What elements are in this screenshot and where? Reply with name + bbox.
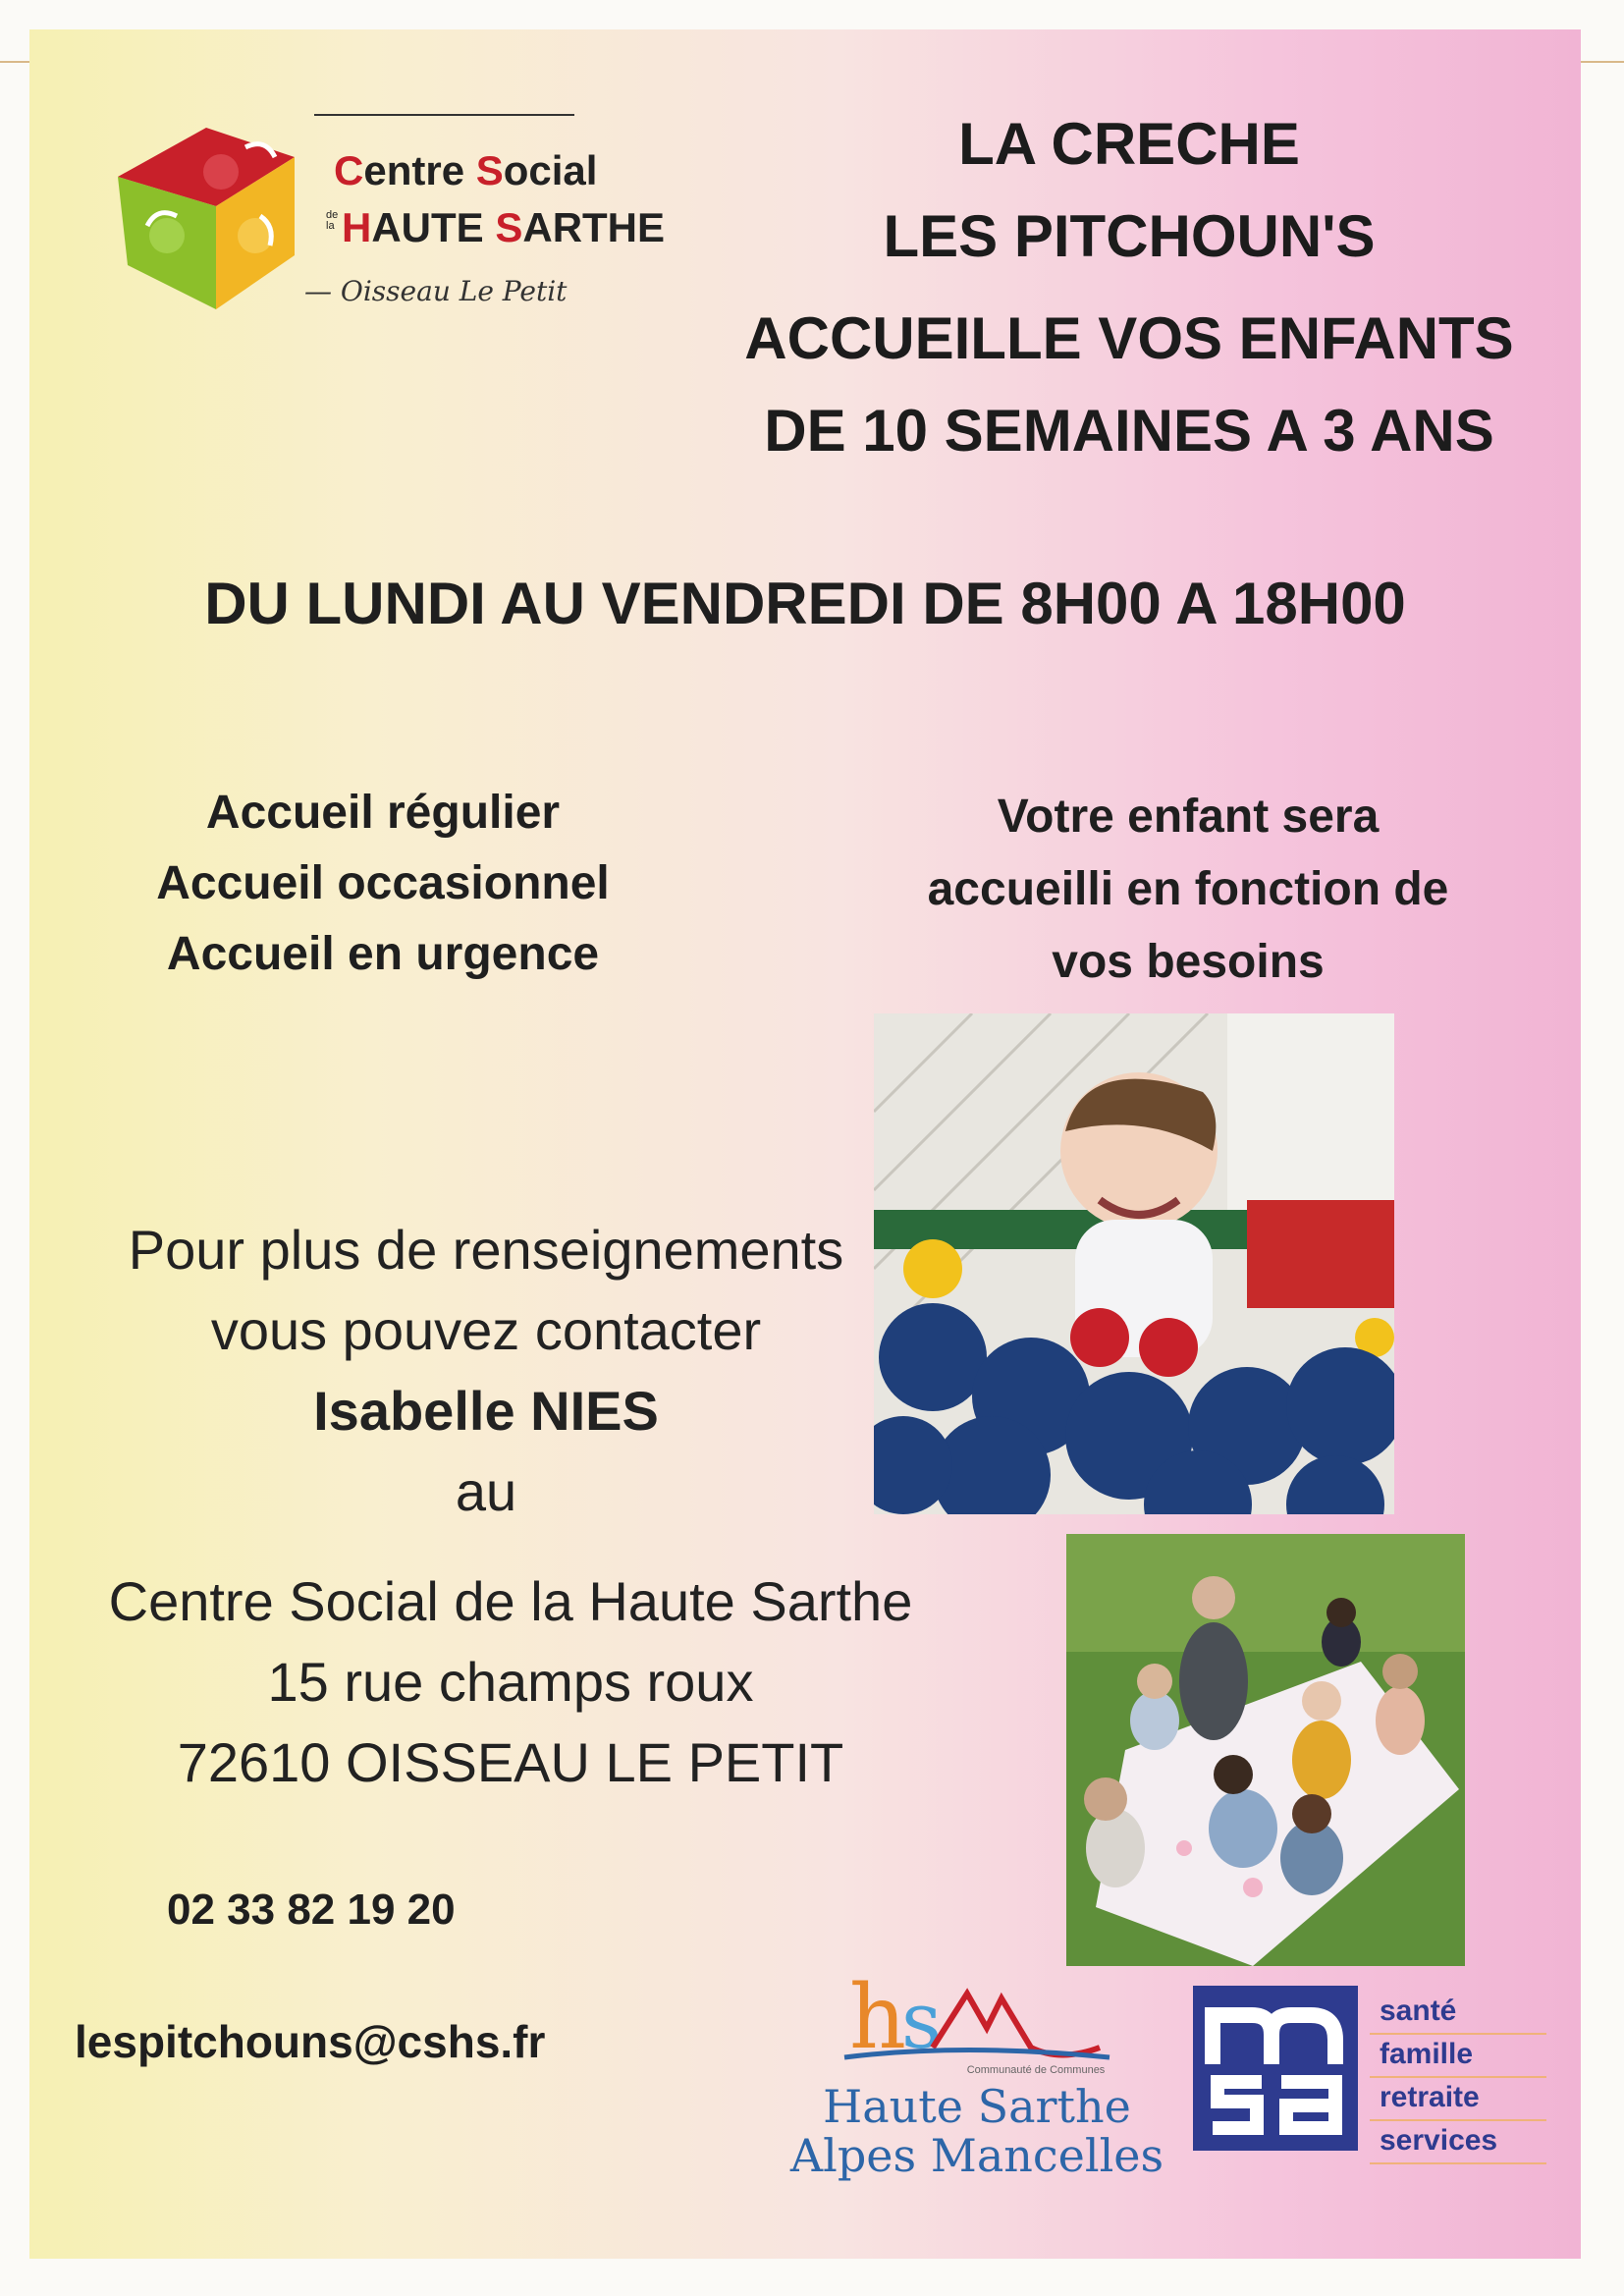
contact-name: Isabelle NIES — [313, 1380, 659, 1442]
logo-subline: — Oisseau Le Petit — [304, 275, 568, 307]
title-line3: ACCUEILLE VOS ENFANTS — [744, 305, 1514, 371]
title-line1: LA CRECHE — [958, 111, 1300, 177]
msa-tagline-item: retraite — [1370, 2078, 1546, 2121]
logo-rule — [314, 114, 574, 116]
msa-tagline-item: santé — [1370, 1992, 1546, 2035]
logo-small-text: de la — [326, 209, 339, 232]
votre-enfant-line: Votre enfant sera — [997, 791, 1380, 843]
accueil-item: Accueil en urgence — [166, 928, 600, 980]
msa-tagline-list — [1370, 1992, 1546, 2164]
logo-name-line2: HAUTE SARTHE — [342, 204, 666, 250]
logo-name-line1: Centre Social — [334, 147, 598, 193]
hsam-name-line2: Alpes Mancelles — [789, 2129, 1164, 2182]
msa-logo-icon — [1193, 1986, 1358, 2151]
contact-line2: vous pouvez contacter — [210, 1299, 762, 1361]
contact-line1: Pour plus de renseignements — [128, 1219, 844, 1281]
contact-au: au — [455, 1460, 517, 1522]
svg-text:h: h — [849, 1966, 906, 2069]
hsam-small-text: Communauté de Communes — [966, 2064, 1106, 2076]
svg-text:s: s — [901, 1975, 943, 2066]
accueil-item: Accueil occasionnel — [156, 857, 610, 909]
centre-social-logo-icon — [98, 118, 304, 314]
address-line3: 72610 OISSEAU LE PETIT — [177, 1731, 844, 1793]
phone-number[interactable]: 02 33 82 19 20 — [167, 1886, 456, 1934]
votre-enfant-line: vos besoins — [1052, 936, 1325, 988]
child-ball-pit-photo — [874, 1013, 1394, 1514]
hsam-name-line1: Haute Sarthe — [823, 2080, 1131, 2133]
picnic-photo — [1066, 1534, 1465, 1966]
title-line2: LES PITCHOUN'S — [883, 203, 1376, 269]
votre-enfant-line: accueilli en fonction de — [927, 863, 1449, 915]
msa-tagline-item: services — [1370, 2121, 1546, 2164]
email-address[interactable]: lespitchouns@cshs.fr — [75, 2016, 546, 2067]
address-line1: Centre Social de la Haute Sarthe — [108, 1570, 913, 1632]
opening-hours: DU LUNDI AU VENDREDI DE 8H00 A 18H00 — [204, 571, 1406, 636]
address-line2: 15 rue champs roux — [267, 1651, 754, 1713]
msa-tagline-item: famille — [1370, 2035, 1546, 2078]
accueil-item: Accueil régulier — [205, 787, 561, 839]
title-line4: DE 10 SEMAINES A 3 ANS — [764, 398, 1494, 464]
